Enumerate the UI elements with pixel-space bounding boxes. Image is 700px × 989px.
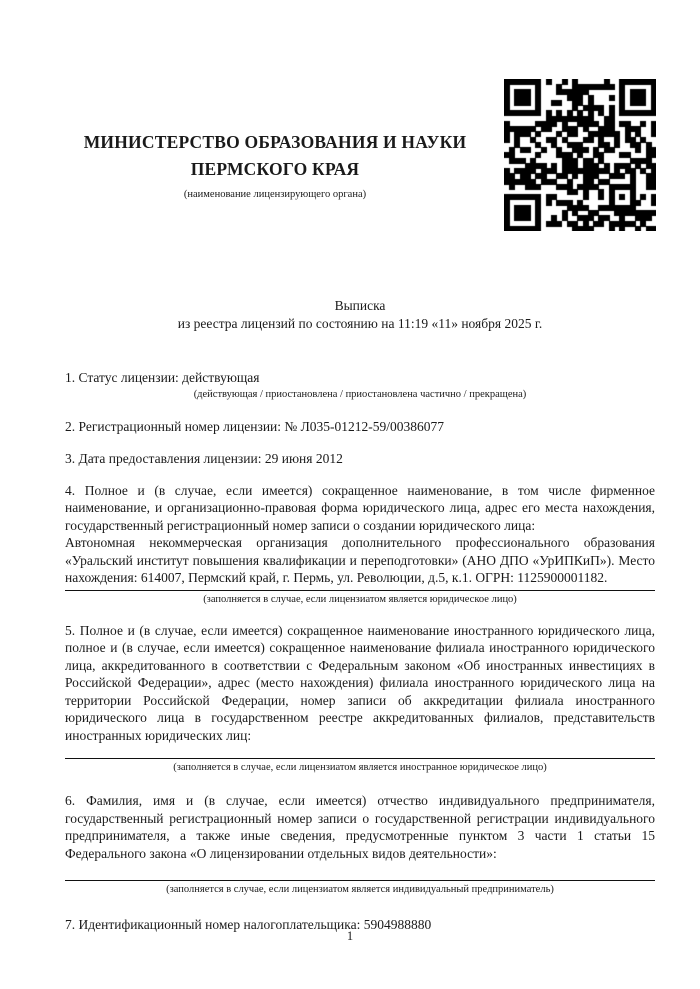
page-number: 1	[346, 928, 354, 943]
item-3-grant-date: 3. Дата предоставления лицензии: 29 июня 2012	[65, 451, 343, 466]
item-1-status-options-caption: (действующая / приостановлена / приостановлена частично / прекращена)	[193, 388, 527, 400]
extract-date-line: из реестра лицензий по состоянию на 11:19 «11» ноября 2025 г.	[177, 315, 543, 331]
separator-line-legal-entity	[65, 590, 655, 591]
licensing-authority-header	[60, 129, 490, 201]
ministry-name-line2: ПЕРМСКОГО КРАЯ	[190, 159, 360, 179]
item-5-foreign-entity-heading: 5. Полное и (в случае, если имеется) сокращенное наименование иностранного юридического лица, полное и (в случае, если имеется) сокращенное наименование филиала иностранного юридического лица, аккредитованного в соответствии с Федеральным законом «Об иностранных инвестициях в Российской Федерации», адрес (место нахождения) филиала иностранного юридического лица на территории Российской Федерации, номер записи об аккредитации филиала иностранного юридического лица в государственном реестре аккредитованных филиалов, представительств иностранных юридических лиц:	[65, 622, 655, 743]
extract-title: Выписка	[334, 298, 386, 313]
separator-line-foreign-entity	[65, 758, 655, 759]
document-body	[65, 297, 655, 934]
item-6-form-caption: (заполняется в случае, если лицензиатом является индивидуальный предприниматель)	[166, 884, 554, 895]
item-1-license-status: 1. Статус лицензии: действующая	[65, 370, 260, 385]
item-4-form-caption: (заполняется в случае, если лицензиатом является юридическое лицо)	[203, 593, 517, 605]
separator-line-individual-entrepreneur	[65, 880, 655, 881]
item-6-individual-entrepreneur-heading: 6. Фамилия, имя и (в случае, если имеется) отчество индивидуального предпринимателя, государственный регистрационный номер записи о государственной регистрации индивидуального предпринимателя, а также иные сведения, предусмотренные пунктом 3 части 1 статьи 15 Федерального закона «О лицензировании отдельных видов деятельности»:	[65, 793, 655, 861]
item-2-registration-number: 2. Регистрационный номер лицензии: № Л035-01212-59/00386077	[65, 418, 445, 434]
ministry-name-line1: МИНИСТЕРСТВО ОБРАЗОВАНИЯ И НАУКИ	[83, 132, 467, 152]
qr-code	[504, 79, 656, 231]
licensing-authority-caption: (наименование лицензирующего органа)	[183, 189, 367, 200]
item-5-form-caption: (заполняется в случае, если лицензиатом является иностранное юридическое лицо)	[173, 762, 547, 773]
item-4-legal-entity-value: Автономная некоммерческая организация дополнительного профессионального образования «Уральский институт повышения квалификации и переподготовки» (АНО ДПО «УрИПКиП»). Место нахождения: 614007, Пермский край, г. Пермь, ул. Революции, д.5, к.1. ОГРН: 1125900001182.	[65, 535, 655, 585]
item-7-taxpayer-number: 7. Идентификационный номер налогоплательщика: 5904988880	[65, 917, 432, 932]
item-4-legal-entity-heading: 4. Полное и (в случае, если имеется) сокращенное наименование, в том числе фирменное наименование, и организационно-правовая форма юридического лица, адрес его места нахождения, государственный регистрационный номер записи о создании юридического лица:	[65, 482, 655, 533]
